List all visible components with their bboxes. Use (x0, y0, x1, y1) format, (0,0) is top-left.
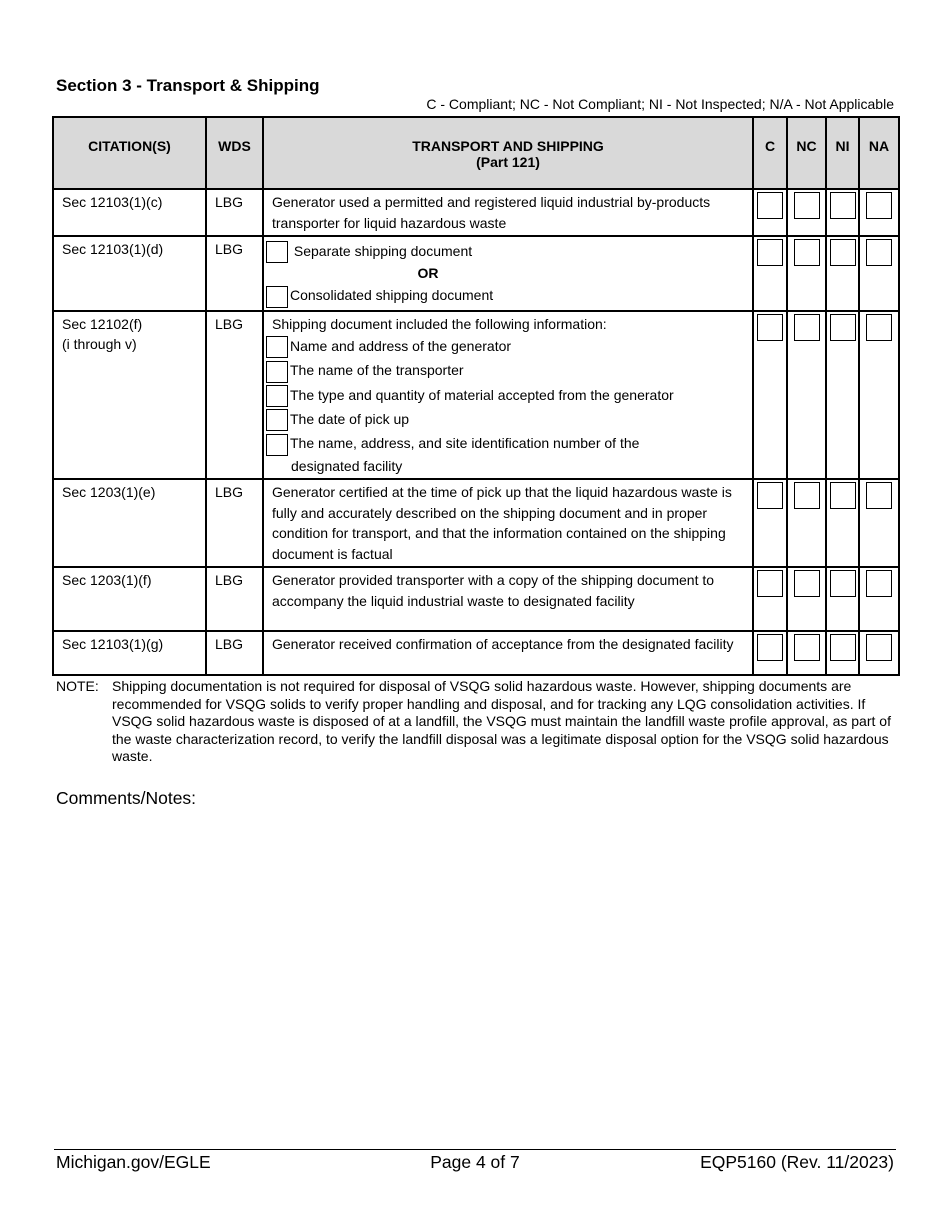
citation-cell: Sec 12103(1)(g) (53, 631, 206, 675)
header-topic (263, 117, 753, 189)
item-checkbox[interactable] (266, 361, 288, 383)
compliant-checkbox[interactable] (757, 634, 783, 661)
item-checkbox[interactable] (266, 385, 288, 407)
table-row (53, 311, 899, 479)
note-block (56, 678, 896, 766)
not-inspected-checkbox[interactable] (830, 314, 856, 341)
status-legend: C - Compliant; NC - Not Compliant; NI - Not Inspected; N/A - Not Applicable (426, 96, 894, 112)
citation-line: Sec 12102(f) (62, 315, 143, 332)
footer-website: Michigan.gov/EGLE (56, 1152, 211, 1172)
not-applicable-checkbox[interactable] (866, 239, 892, 266)
not-compliant-checkbox[interactable] (794, 314, 820, 341)
compliant-checkbox[interactable] (757, 482, 783, 509)
header-nc: NC (787, 117, 826, 189)
item-label-continued: designated facility (291, 457, 403, 474)
compliant-checkbox[interactable] (757, 192, 783, 219)
description-cell: Generator used a permitted and registered liquid industrial by-products transporter for liquid hazardous waste (263, 189, 753, 236)
citation-line: (i through v) (62, 335, 137, 352)
note-text: Shipping documentation is not required for disposal of VSQG solid hazardous waste. However, shipping documents are recommended for VSQG solids to verify proper handling and disposal, and for tracking any LQG consolidation activities. If VSQG solid hazardous waste is disposed of at a landfill, the VSQG must maintain the landfill waste profile approval, as part of the waste characterization record, to verify the landfill disposal was a legitimate disposal option for the VSQG solid hazardous waste. (112, 678, 891, 764)
wds-cell: LBG (206, 567, 263, 631)
description-cell: Generator provided transporter with a copy of the shipping document to accompany the liquid industrial waste to designated facility (263, 567, 753, 631)
consolidated-document-checkbox[interactable] (266, 286, 288, 308)
header-c: C (753, 117, 787, 189)
item-label: The name, address, and site identification number of the (290, 435, 640, 452)
wds-cell: LBG (206, 479, 263, 567)
not-inspected-checkbox[interactable] (830, 192, 856, 219)
or-label: OR (417, 265, 439, 282)
table-row (53, 631, 899, 675)
table-row (53, 189, 899, 236)
header-na: NA (859, 117, 899, 189)
not-inspected-checkbox[interactable] (830, 570, 856, 597)
description-cell: Generator received confirmation of acceptance from the designated facility (263, 631, 753, 675)
not-applicable-checkbox[interactable] (866, 634, 892, 661)
comments-label: Comments/Notes: (56, 788, 197, 808)
table-row (53, 479, 899, 567)
item-checkbox[interactable] (266, 434, 288, 456)
item-checkbox[interactable] (266, 336, 288, 358)
option-label: Consolidated shipping document (290, 287, 494, 304)
citation-cell: Sec 12103(1)(d) (53, 236, 206, 311)
not-applicable-checkbox[interactable] (866, 570, 892, 597)
not-applicable-checkbox[interactable] (866, 314, 892, 341)
transport-shipping-table (52, 116, 900, 676)
compliant-checkbox[interactable] (757, 239, 783, 266)
description-cell: Generator certified at the time of pick up that the liquid hazardous waste is fully and accurately described on the shipping document and in proper condition for transport, and that the information contained on the shipping document is factual (263, 479, 753, 567)
wds-cell: LBG (206, 236, 263, 311)
description-cell (263, 236, 753, 311)
citation-cell: Sec 12103(1)(c) (53, 189, 206, 236)
citation-cell: Sec 1203(1)(e) (53, 479, 206, 567)
item-checkbox[interactable] (266, 409, 288, 431)
separate-document-checkbox[interactable] (266, 241, 288, 263)
table-header-row (53, 117, 899, 189)
not-inspected-checkbox[interactable] (830, 482, 856, 509)
table-row (53, 567, 899, 631)
citation-cell: Sec 1203(1)(f) (53, 567, 206, 631)
citation-cell (53, 311, 206, 479)
note-label: NOTE: (56, 678, 99, 694)
header-topic-title: TRANSPORT AND SHIPPING (412, 138, 604, 154)
wds-cell: LBG (206, 311, 263, 479)
not-applicable-checkbox[interactable] (866, 192, 892, 219)
item-label: The type and quantity of material accepted from the generator (290, 386, 674, 403)
item-label: Name and address of the generator (290, 338, 512, 355)
header-ni: NI (826, 117, 859, 189)
footer-divider (54, 1149, 896, 1150)
not-compliant-checkbox[interactable] (794, 239, 820, 266)
compliant-checkbox[interactable] (757, 570, 783, 597)
header-wds: WDS (206, 117, 263, 189)
not-compliant-checkbox[interactable] (794, 192, 820, 219)
footer-page-number: Page 4 of 7 (430, 1152, 520, 1172)
option-label: Separate shipping document (293, 243, 473, 259)
not-compliant-checkbox[interactable] (794, 570, 820, 597)
wds-cell: LBG (206, 189, 263, 236)
item-label: The name of the transporter (290, 362, 464, 379)
section-title: Section 3 - Transport & Shipping (56, 76, 320, 95)
wds-cell: LBG (206, 631, 263, 675)
footer-form-id: EQP5160 (Rev. 11/2023) (700, 1152, 894, 1172)
not-inspected-checkbox[interactable] (830, 634, 856, 661)
item-label: The date of pick up (290, 410, 410, 427)
header-topic-subtitle: (Part 121) (476, 154, 540, 170)
description-cell (263, 311, 753, 479)
table-row (53, 236, 899, 311)
not-inspected-checkbox[interactable] (830, 239, 856, 266)
header-citation: CITATION(S) (53, 117, 206, 189)
not-compliant-checkbox[interactable] (794, 634, 820, 661)
intro-text: Shipping document included the following information: (272, 315, 607, 332)
compliant-checkbox[interactable] (757, 314, 783, 341)
not-applicable-checkbox[interactable] (866, 482, 892, 509)
not-compliant-checkbox[interactable] (794, 482, 820, 509)
